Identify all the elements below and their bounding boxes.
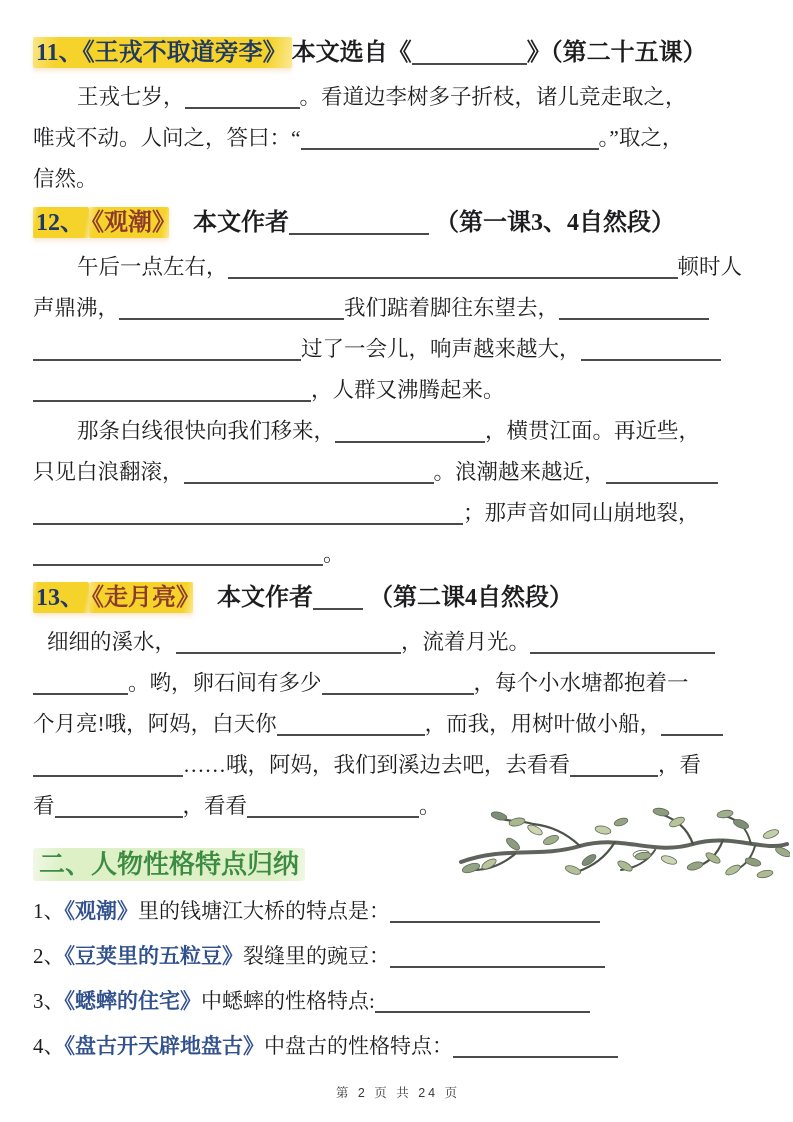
blank-underline <box>301 136 599 150</box>
lesson-12-title: 《观潮》 <box>89 207 169 238</box>
text-run: ，每个小水塘都抱着一 <box>473 671 689 695</box>
text-run: 王戎七岁， <box>77 85 185 109</box>
blank-underline <box>228 265 678 279</box>
character-item-3 <box>33 979 763 1024</box>
blank-underline <box>570 763 658 777</box>
text-run: 2、 <box>33 944 65 968</box>
lesson-13-title: 《走月亮》 <box>89 582 193 613</box>
lesson-12-text-line <box>33 493 763 534</box>
character-item-4 <box>33 1024 763 1069</box>
text-run: 只见白浪翻滚， <box>33 460 184 484</box>
book-title: 《观潮》 <box>64 899 138 923</box>
text-run: 4、 <box>33 1034 65 1058</box>
lesson-12-text-line <box>33 452 763 493</box>
content-lines <box>33 30 763 1069</box>
text-run: 1、 <box>33 899 65 923</box>
blank-underline <box>581 347 721 361</box>
blank-underline <box>33 681 128 695</box>
lesson-11-text-line <box>33 159 763 200</box>
text-run: ，人群又沸腾起来。 <box>311 378 505 402</box>
lesson-12-text-line <box>33 288 763 329</box>
lesson-13-text-line <box>33 704 763 745</box>
blank-underline <box>530 640 715 654</box>
text-run: 看 <box>33 794 55 818</box>
text-run: 过了一会儿，响声越来越大， <box>301 337 581 361</box>
text-run: ，看 <box>658 753 702 777</box>
lesson-13-text-line <box>33 745 763 786</box>
text-run: ……哦，阿妈，我们到溪边去吧，去看看 <box>183 753 571 777</box>
text-run: ，流着月光。 <box>401 630 531 654</box>
text-run: ；那声音如同山崩地裂， <box>463 501 700 525</box>
lesson-13-number: 13、 <box>33 582 89 613</box>
section-2-heading <box>33 841 763 889</box>
blank-underline <box>322 681 474 695</box>
text-run: 本文作者 <box>169 210 289 236</box>
blank-underline <box>335 429 485 443</box>
lesson-12-heading <box>33 200 763 247</box>
blank-underline <box>661 722 723 736</box>
text-run: 。 <box>323 542 345 566</box>
blank-underline <box>453 1044 618 1058</box>
text-run: （第一课3、4自然段） <box>429 210 675 236</box>
lesson-13-heading <box>33 575 763 622</box>
text-run: （第二课4自然段） <box>363 585 573 611</box>
text-run: 。 <box>419 794 441 818</box>
text-run: 。浪潮越来越近， <box>433 460 606 484</box>
blank-underline <box>176 640 401 654</box>
lesson-11-title: 11、《王戎不取道旁李》 <box>33 37 292 68</box>
blank-underline <box>185 95 300 109</box>
text-run: 裂缝里的豌豆： <box>243 944 390 968</box>
lesson-11-text-line <box>33 77 763 118</box>
blank-underline <box>55 804 183 818</box>
blank-underline <box>119 306 344 320</box>
blank-underline <box>412 50 527 65</box>
blank-underline <box>313 595 363 610</box>
book-title: 《豆荚里的五粒豆》 <box>64 944 243 968</box>
text-run: ，看看 <box>182 794 248 818</box>
blank-underline <box>33 552 323 566</box>
text-run: 个月亮!哦，阿妈，白天你 <box>33 712 277 736</box>
blank-underline <box>33 347 301 361</box>
text-run: 细细的溪水， <box>47 630 177 654</box>
lesson-12-number: 12、 <box>33 207 89 238</box>
text-run: 声鼎沸， <box>33 296 120 320</box>
lesson-13-text-line <box>33 622 763 663</box>
book-title: 《蟋蟀的住宅》 <box>64 989 201 1013</box>
character-item-2 <box>33 934 763 979</box>
text-run: 。”取之， <box>598 126 684 150</box>
blank-underline <box>390 909 600 923</box>
blank-underline <box>247 804 419 818</box>
text-run: 那条白线很快向我们移来， <box>77 419 336 443</box>
text-run: 信然。 <box>33 167 98 191</box>
lesson-13-text-line <box>33 786 763 827</box>
text-run: 中盘古的性格特点： <box>264 1034 453 1058</box>
blank-underline <box>184 470 434 484</box>
blank-underline <box>277 722 425 736</box>
text-run: 。哟，卵石间有多少 <box>128 671 322 695</box>
text-run: 本文作者 <box>193 585 313 611</box>
text-run: 中蟋蟀的性格特点: <box>201 989 375 1013</box>
lesson-12-text-line <box>33 247 763 288</box>
text-run: 本文选自《 <box>291 40 412 66</box>
lesson-12-text-line <box>33 329 763 370</box>
blank-underline <box>289 220 429 235</box>
lesson-11-text-line <box>33 118 763 159</box>
blank-underline <box>33 388 311 402</box>
blank-underline <box>606 470 718 484</box>
blank-underline <box>375 999 590 1013</box>
blank-underline <box>390 954 605 968</box>
lesson-12-text-line <box>33 534 763 575</box>
lesson-12-text-line <box>33 411 763 452</box>
blank-underline <box>559 306 709 320</box>
lesson-11-heading <box>33 30 763 77</box>
text-run: 》（第二十五课） <box>526 40 707 66</box>
text-run: 唯戎不动。人问之，答曰：“ <box>33 126 301 150</box>
blank-underline <box>33 511 463 525</box>
character-item-1 <box>33 889 763 934</box>
text-run: 里的钱塘江大桥的特点是： <box>138 899 390 923</box>
text-run: 。看道边李树多子折枝，诸儿竞走取之， <box>299 85 687 109</box>
text-run: ，而我，用树叶做小船， <box>424 712 662 736</box>
section-2-title: 二、人物性格特点归纳 <box>33 848 305 881</box>
text-run: 3、 <box>33 989 65 1013</box>
book-title: 《盘古开天辟地盘古》 <box>64 1034 264 1058</box>
blank-underline <box>33 763 183 777</box>
lesson-12-text-line <box>33 370 763 411</box>
text-run: 我们踮着脚往东望去， <box>344 296 560 320</box>
page-footer: 第 2 页 共 24 页 <box>335 1086 461 1100</box>
text-run: 午后一点左右， <box>77 255 228 279</box>
lesson-13-text-line <box>33 663 763 704</box>
text-run: 顿时人 <box>677 255 743 279</box>
text-run: ，横贯江面。再近些， <box>485 419 701 443</box>
